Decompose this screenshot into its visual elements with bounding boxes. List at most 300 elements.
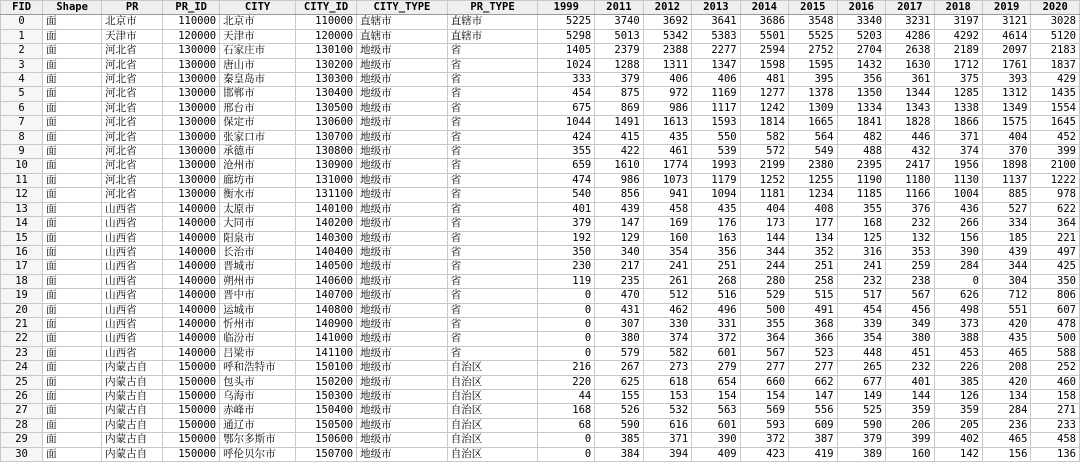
cell-2011: 1491 (595, 116, 643, 130)
cell-2012: 1774 (643, 159, 691, 173)
cell-1999: 192 (538, 231, 595, 245)
cell-2020: 364 (1031, 217, 1080, 231)
cell-2012: 618 (643, 375, 691, 389)
cell-2020: 429 (1031, 73, 1080, 87)
cell-2011: 5013 (595, 29, 643, 43)
table-row[interactable] (1, 44, 1080, 58)
cell-pr-type: 直辖市 (447, 29, 538, 43)
cell-city-id: 130100 (296, 44, 357, 58)
cell-2019: 344 (982, 260, 1030, 274)
cell-pr-type: 省 (447, 274, 538, 288)
cell-2020: 5120 (1031, 29, 1080, 43)
table-row[interactable] (1, 130, 1080, 144)
cell-2013: 1117 (692, 101, 740, 115)
cell-2018: 436 (934, 202, 982, 216)
cell-2015: 251 (789, 260, 837, 274)
column-header-2016[interactable]: 2016 (837, 1, 885, 15)
cell-city: 朔州市 (220, 274, 296, 288)
cell-city-type: 地级市 (357, 447, 448, 461)
cell-2019: 334 (982, 217, 1030, 231)
cell-pr-type: 省 (447, 87, 538, 101)
column-header-city[interactable]: CITY (220, 1, 296, 15)
cell-2015: 368 (789, 317, 837, 331)
cell-city: 邢台市 (220, 101, 296, 115)
cell-2019: 1761 (982, 58, 1030, 72)
cell-2015: 515 (789, 289, 837, 303)
cell-city-type: 地级市 (357, 188, 448, 202)
table-row[interactable] (1, 303, 1080, 317)
cell-city-type: 地级市 (357, 87, 448, 101)
cell-2020: 136 (1031, 447, 1080, 461)
cell-1999: 119 (538, 274, 595, 288)
cell-city: 临汾市 (220, 332, 296, 346)
cell-2011: 579 (595, 346, 643, 360)
cell-fid: 9 (1, 145, 43, 159)
cell-pr: 山西省 (102, 260, 163, 274)
cell-pr-type: 省 (447, 317, 538, 331)
table-row[interactable] (1, 274, 1080, 288)
cell-shape: 面 (43, 217, 102, 231)
cell-2018: 1956 (934, 159, 982, 173)
cell-2012: 941 (643, 188, 691, 202)
cell-2019: 527 (982, 202, 1030, 216)
cell-city: 北京市 (220, 15, 296, 29)
cell-2017: 456 (886, 303, 934, 317)
cell-2016: 265 (837, 361, 885, 375)
cell-pr-type: 省 (447, 116, 538, 130)
cell-2016: 1190 (837, 173, 885, 187)
cell-2014: 572 (740, 145, 788, 159)
column-header-2018[interactable]: 2018 (934, 1, 982, 15)
cell-2016: 339 (837, 317, 885, 331)
cell-city-id: 150300 (296, 389, 357, 403)
cell-2019: 885 (982, 188, 1030, 202)
cell-2020: 271 (1031, 404, 1080, 418)
cell-fid: 4 (1, 73, 43, 87)
column-header-shape[interactable]: Shape (43, 1, 102, 15)
cell-2018: 1712 (934, 58, 982, 72)
cell-pr: 山西省 (102, 217, 163, 231)
cell-city-type: 地级市 (357, 73, 448, 87)
table-row[interactable] (1, 188, 1080, 202)
cell-shape: 面 (43, 418, 102, 432)
column-header-2019[interactable]: 2019 (982, 1, 1030, 15)
cell-city-id: 150200 (296, 375, 357, 389)
table-row[interactable] (1, 116, 1080, 130)
cell-pr: 山西省 (102, 231, 163, 245)
cell-city-id: 131000 (296, 173, 357, 187)
cell-2012: 406 (643, 73, 691, 87)
cell-1999: 5225 (538, 15, 595, 29)
cell-2018: 1130 (934, 173, 982, 187)
cell-city: 长治市 (220, 245, 296, 259)
cell-2016: 590 (837, 418, 885, 432)
cell-fid: 29 (1, 433, 43, 447)
cell-pr: 内蒙古自 (102, 404, 163, 418)
table-row[interactable] (1, 231, 1080, 245)
cell-2016: 149 (837, 389, 885, 403)
cell-pr: 河北省 (102, 44, 163, 58)
cell-2012: 462 (643, 303, 691, 317)
cell-2019: 1349 (982, 101, 1030, 115)
cell-1999: 474 (538, 173, 595, 187)
cell-shape: 面 (43, 130, 102, 144)
cell-pr: 山西省 (102, 289, 163, 303)
column-header-city-id[interactable]: CITY_ID (296, 1, 357, 15)
cell-pr: 山西省 (102, 245, 163, 259)
cell-2018: 453 (934, 346, 982, 360)
cell-2011: 526 (595, 404, 643, 418)
cell-2013: 1347 (692, 58, 740, 72)
table-row[interactable] (1, 202, 1080, 216)
cell-2017: 259 (886, 260, 934, 274)
cell-city-type: 地级市 (357, 231, 448, 245)
cell-pr: 内蒙古自 (102, 418, 163, 432)
cell-2019: 465 (982, 346, 1030, 360)
table-row[interactable] (1, 389, 1080, 403)
cell-1999: 424 (538, 130, 595, 144)
cell-2020: 158 (1031, 389, 1080, 403)
cell-city-id: 130200 (296, 58, 357, 72)
cell-city-id: 130400 (296, 87, 357, 101)
cell-pr-type: 省 (447, 346, 538, 360)
cell-2016: 356 (837, 73, 885, 87)
cell-2015: 1309 (789, 101, 837, 115)
cell-shape: 面 (43, 361, 102, 375)
cell-2017: 144 (886, 389, 934, 403)
table-row[interactable] (1, 346, 1080, 360)
column-header-city-type[interactable]: CITY_TYPE (357, 1, 448, 15)
column-header-1999[interactable]: 1999 (538, 1, 595, 15)
cell-pr-type: 自治区 (447, 375, 538, 389)
table-row[interactable] (1, 433, 1080, 447)
cell-2020: 478 (1031, 317, 1080, 331)
column-header-2012[interactable]: 2012 (643, 1, 691, 15)
cell-1999: 220 (538, 375, 595, 389)
cell-city: 包头市 (220, 375, 296, 389)
cell-pr-type: 自治区 (447, 389, 538, 403)
cell-city: 吕梁市 (220, 346, 296, 360)
cell-2016: 241 (837, 260, 885, 274)
column-header-2013[interactable]: 2013 (692, 1, 740, 15)
cell-2019: 1312 (982, 87, 1030, 101)
table-row[interactable] (1, 289, 1080, 303)
cell-2013: 176 (692, 217, 740, 231)
cell-pr-id: 110000 (163, 15, 220, 29)
cell-2013: 601 (692, 418, 740, 432)
cell-2019: 435 (982, 332, 1030, 346)
cell-2011: 217 (595, 260, 643, 274)
cell-2020: 350 (1031, 274, 1080, 288)
cell-shape: 面 (43, 404, 102, 418)
cell-2015: 352 (789, 245, 837, 259)
cell-shape: 面 (43, 245, 102, 259)
cell-2014: 481 (740, 73, 788, 87)
cell-1999: 540 (538, 188, 595, 202)
cell-city-type: 地级市 (357, 418, 448, 432)
table-row[interactable] (1, 404, 1080, 418)
cell-2014: 372 (740, 433, 788, 447)
cell-pr-type: 省 (447, 159, 538, 173)
cell-fid: 18 (1, 274, 43, 288)
table-row[interactable] (1, 101, 1080, 115)
table-row[interactable] (1, 317, 1080, 331)
cell-shape: 面 (43, 145, 102, 159)
cell-2016: 1841 (837, 116, 885, 130)
cell-city-id: 130800 (296, 145, 357, 159)
cell-2014: 2594 (740, 44, 788, 58)
table-row[interactable] (1, 58, 1080, 72)
cell-pr-type: 省 (447, 332, 538, 346)
cell-fid: 19 (1, 289, 43, 303)
column-header-2011[interactable]: 2011 (595, 1, 643, 15)
table-row[interactable] (1, 29, 1080, 43)
cell-city-type: 地级市 (357, 245, 448, 259)
cell-2017: 1344 (886, 87, 934, 101)
cell-pr: 山西省 (102, 332, 163, 346)
cell-shape: 面 (43, 433, 102, 447)
cell-2014: 2199 (740, 159, 788, 173)
cell-city: 天津市 (220, 29, 296, 43)
cell-city-id: 130500 (296, 101, 357, 115)
cell-fid: 24 (1, 361, 43, 375)
cell-fid: 25 (1, 375, 43, 389)
cell-city: 赤峰市 (220, 404, 296, 418)
cell-2012: 330 (643, 317, 691, 331)
cell-2017: 361 (886, 73, 934, 87)
cell-2018: 402 (934, 433, 982, 447)
cell-shape: 面 (43, 274, 102, 288)
column-header-fid[interactable]: FID (1, 1, 43, 15)
cell-2015: 556 (789, 404, 837, 418)
cell-2016: 677 (837, 375, 885, 389)
table-row[interactable] (1, 159, 1080, 173)
cell-city: 大同市 (220, 217, 296, 231)
cell-2014: 567 (740, 346, 788, 360)
column-header-2015[interactable]: 2015 (789, 1, 837, 15)
cell-2017: 206 (886, 418, 934, 432)
cell-fid: 15 (1, 231, 43, 245)
cell-2014: 593 (740, 418, 788, 432)
cell-pr-id: 130000 (163, 145, 220, 159)
cell-city-id: 130900 (296, 159, 357, 173)
cell-2015: 609 (789, 418, 837, 432)
cell-2017: 349 (886, 317, 934, 331)
cell-1999: 675 (538, 101, 595, 115)
cell-2013: 154 (692, 389, 740, 403)
cell-fid: 17 (1, 260, 43, 274)
cell-city: 衡水市 (220, 188, 296, 202)
cell-pr-id: 150000 (163, 433, 220, 447)
cell-2018: 385 (934, 375, 982, 389)
cell-2017: 359 (886, 404, 934, 418)
cell-2016: 1334 (837, 101, 885, 115)
cell-pr: 内蒙古自 (102, 361, 163, 375)
table-row[interactable] (1, 375, 1080, 389)
cell-2019: 304 (982, 274, 1030, 288)
cell-2013: 1179 (692, 173, 740, 187)
cell-fid: 21 (1, 317, 43, 331)
table-header-row (1, 1, 1080, 15)
cell-pr: 内蒙古自 (102, 433, 163, 447)
cell-2011: 380 (595, 332, 643, 346)
cell-2019: 3121 (982, 15, 1030, 29)
table-row[interactable] (1, 73, 1080, 87)
cell-2015: 419 (789, 447, 837, 461)
cell-pr-id: 130000 (163, 116, 220, 130)
cell-shape: 面 (43, 317, 102, 331)
cell-2020: 497 (1031, 245, 1080, 259)
cell-2017: 1166 (886, 188, 934, 202)
cell-1999: 168 (538, 404, 595, 418)
cell-city-id: 130700 (296, 130, 357, 144)
cell-city-type: 地级市 (357, 173, 448, 187)
cell-city-type: 地级市 (357, 130, 448, 144)
cell-pr-id: 140000 (163, 274, 220, 288)
cell-2013: 409 (692, 447, 740, 461)
table-row[interactable] (1, 418, 1080, 432)
table-row[interactable] (1, 217, 1080, 231)
cell-2014: 1242 (740, 101, 788, 115)
column-header-2014[interactable]: 2014 (740, 1, 788, 15)
cell-pr-id: 130000 (163, 73, 220, 87)
cell-2016: 1432 (837, 58, 885, 72)
table-row[interactable] (1, 15, 1080, 29)
cell-2012: 371 (643, 433, 691, 447)
cell-2011: 1610 (595, 159, 643, 173)
cell-pr: 河北省 (102, 145, 163, 159)
cell-2014: 364 (740, 332, 788, 346)
cell-2018: 1004 (934, 188, 982, 202)
table-row[interactable] (1, 447, 1080, 461)
cell-city-id: 140700 (296, 289, 357, 303)
cell-pr-type: 省 (447, 303, 538, 317)
cell-shape: 面 (43, 15, 102, 29)
table-row[interactable] (1, 245, 1080, 259)
cell-fid: 3 (1, 58, 43, 72)
cell-pr-id: 150000 (163, 361, 220, 375)
cell-2020: 460 (1031, 375, 1080, 389)
column-header-2020[interactable]: 2020 (1031, 1, 1080, 15)
table-row[interactable] (1, 87, 1080, 101)
cell-pr-id: 130000 (163, 159, 220, 173)
cell-2013: 163 (692, 231, 740, 245)
column-header-pr-type[interactable]: PR_TYPE (447, 1, 538, 15)
cell-2015: 5525 (789, 29, 837, 43)
cell-2012: 261 (643, 274, 691, 288)
cell-2012: 461 (643, 145, 691, 159)
cell-2015: 662 (789, 375, 837, 389)
cell-2013: 406 (692, 73, 740, 87)
cell-2018: 205 (934, 418, 982, 432)
cell-pr-id: 130000 (163, 87, 220, 101)
table-row[interactable] (1, 173, 1080, 187)
cell-2015: 408 (789, 202, 837, 216)
cell-pr-type: 省 (447, 245, 538, 259)
table-row[interactable] (1, 332, 1080, 346)
cell-2015: 2380 (789, 159, 837, 173)
cell-fid: 27 (1, 404, 43, 418)
cell-2012: 354 (643, 245, 691, 259)
cell-2020: 252 (1031, 361, 1080, 375)
cell-fid: 14 (1, 217, 43, 231)
cell-shape: 面 (43, 159, 102, 173)
cell-2018: 1285 (934, 87, 982, 101)
cell-pr: 河北省 (102, 73, 163, 87)
cell-fid: 7 (1, 116, 43, 130)
cell-2015: 177 (789, 217, 837, 231)
cell-2018: 373 (934, 317, 982, 331)
cell-pr: 河北省 (102, 116, 163, 130)
cell-2013: 2277 (692, 44, 740, 58)
cell-2019: 1137 (982, 173, 1030, 187)
cell-2013: 356 (692, 245, 740, 259)
cell-2019: 156 (982, 447, 1030, 461)
cell-2013: 1169 (692, 87, 740, 101)
cell-2015: 395 (789, 73, 837, 87)
cell-city-id: 150100 (296, 361, 357, 375)
cell-pr-id: 150000 (163, 418, 220, 432)
cell-2014: 173 (740, 217, 788, 231)
cell-2013: 516 (692, 289, 740, 303)
cell-2016: 1185 (837, 188, 885, 202)
cell-2017: 1630 (886, 58, 934, 72)
cell-city-id: 140500 (296, 260, 357, 274)
cell-pr-id: 140000 (163, 231, 220, 245)
cell-2016: 316 (837, 245, 885, 259)
cell-1999: 0 (538, 433, 595, 447)
cell-1999: 659 (538, 159, 595, 173)
cell-2019: 551 (982, 303, 1030, 317)
table-row[interactable] (1, 260, 1080, 274)
column-header-pr[interactable]: PR (102, 1, 163, 15)
cell-2017: 399 (886, 433, 934, 447)
cell-pr-id: 130000 (163, 101, 220, 115)
cell-2016: 3340 (837, 15, 885, 29)
cell-pr-id: 140000 (163, 202, 220, 216)
cell-pr-id: 150000 (163, 404, 220, 418)
cell-2015: 366 (789, 332, 837, 346)
cell-2011: 856 (595, 188, 643, 202)
cell-city: 呼和浩特市 (220, 361, 296, 375)
cell-2014: 1277 (740, 87, 788, 101)
cell-shape: 面 (43, 44, 102, 58)
cell-fid: 16 (1, 245, 43, 259)
cell-2014: 355 (740, 317, 788, 331)
cell-2013: 539 (692, 145, 740, 159)
cell-city-type: 地级市 (357, 317, 448, 331)
cell-2019: 465 (982, 433, 1030, 447)
table-row[interactable] (1, 361, 1080, 375)
cell-2011: 470 (595, 289, 643, 303)
table-row[interactable] (1, 145, 1080, 159)
column-header-pr-id[interactable]: PR_ID (163, 1, 220, 15)
cell-shape: 面 (43, 260, 102, 274)
cell-pr: 河北省 (102, 188, 163, 202)
cell-2017: 567 (886, 289, 934, 303)
cell-2018: 226 (934, 361, 982, 375)
cell-pr: 山西省 (102, 274, 163, 288)
cell-2014: 277 (740, 361, 788, 375)
cell-2014: 1252 (740, 173, 788, 187)
cell-2020: 1554 (1031, 101, 1080, 115)
column-header-2017[interactable]: 2017 (886, 1, 934, 15)
cell-pr: 山西省 (102, 303, 163, 317)
cell-2019: 393 (982, 73, 1030, 87)
cell-2014: 144 (740, 231, 788, 245)
cell-2019: 185 (982, 231, 1030, 245)
cell-2013: 251 (692, 260, 740, 274)
